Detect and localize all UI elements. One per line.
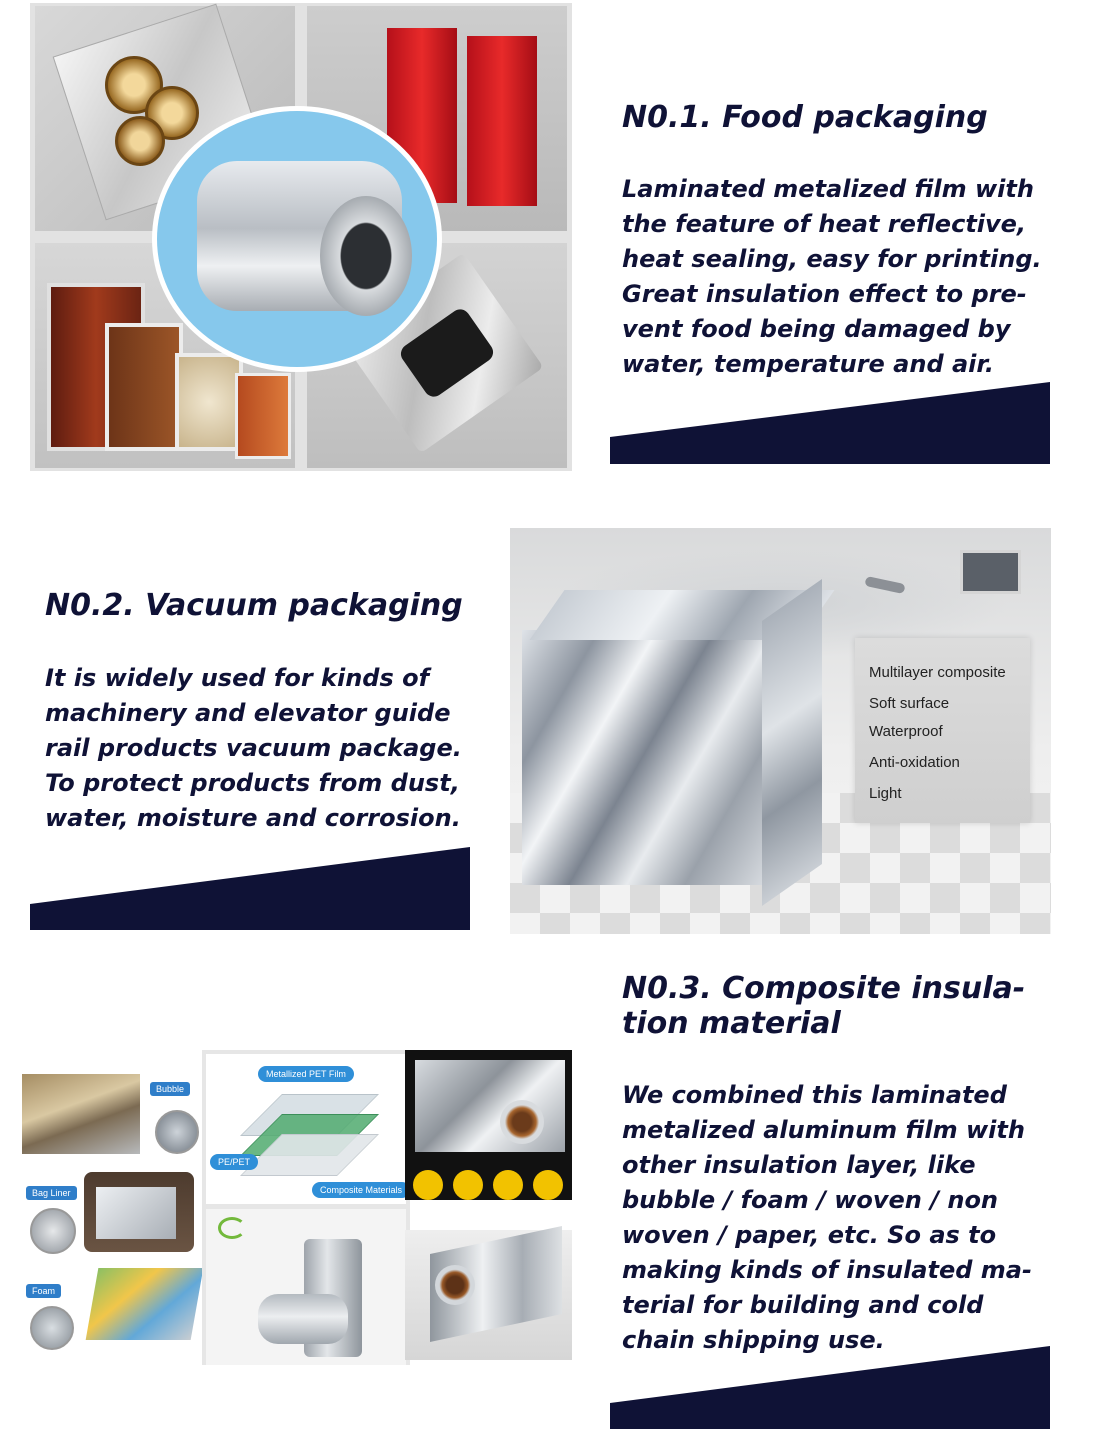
cooler-bag-photo [84,1172,194,1252]
section-3-ribbon [610,1346,1052,1430]
food-packaging-collage [30,3,572,471]
bubble-sample-circle [155,1110,199,1154]
feature-label: Multilayer composite [869,664,1006,681]
foil-rolls-photo [202,1205,410,1365]
section-3-body: We combined this laminated metalized aluminum film with other insulation layer, like bubble / foam / woven / non woven / paper, etc. So as to making kinds of insulated ma- terial for building and cold chain shipping use. [622,1081,1032,1354]
yellow-badge [533,1170,563,1200]
foam-mat-photo [86,1268,204,1340]
composite-material-collage [22,1050,572,1365]
film-roll-closeup-photo [405,1050,572,1200]
yellow-badge [493,1170,523,1200]
section-1-heading: N0.1. Food packaging [622,100,988,135]
bag-liner-tag: Bag Liner [26,1186,77,1200]
section-2-body: It is widely used for kinds of machinery and elevator guide rail products vacuum package. To protect products from dust, water, moisture and corrosion. [45,664,462,832]
foam-sample-circle [30,1306,74,1350]
laptop-icon [960,550,1021,594]
roof-insulation-photo [22,1074,140,1154]
vacuum-box-photo [510,528,1051,934]
section-3-heading: N0.3. Composite insula- tion material [622,971,1026,1041]
feature-label: Soft surface [869,695,950,712]
feature-label: Anti-oxidation [869,754,960,771]
section-1-body: Laminated metalized film with the feature of heat reflective, heat sealing, easy for printing. Great insulation effect to pre- vent food being damaged by water, temperature and air. [622,175,1042,378]
feature-label: Light [869,785,902,802]
composite-materials-tag: Composite Materials [312,1182,410,1198]
metallized-pet-tag: Metallized PET Film [258,1066,354,1082]
section-1-ribbon [610,382,1052,466]
bag-liner-sample-circle [30,1208,76,1254]
yellow-badge [413,1170,443,1200]
foil-wrapped-cube [522,590,822,890]
bubble-tag: Bubble [150,1082,190,1096]
foam-tag: Foam [26,1284,61,1298]
pe-pet-tag: PE/PET [210,1154,258,1170]
foil-roll-circle [152,106,442,372]
feature-label: Waterproof [869,723,943,740]
yellow-badge [453,1170,483,1200]
section-2-heading: N0.2. Vacuum packaging [45,588,463,623]
section-2-ribbon [30,847,472,931]
film-roll-photo [405,1230,572,1360]
